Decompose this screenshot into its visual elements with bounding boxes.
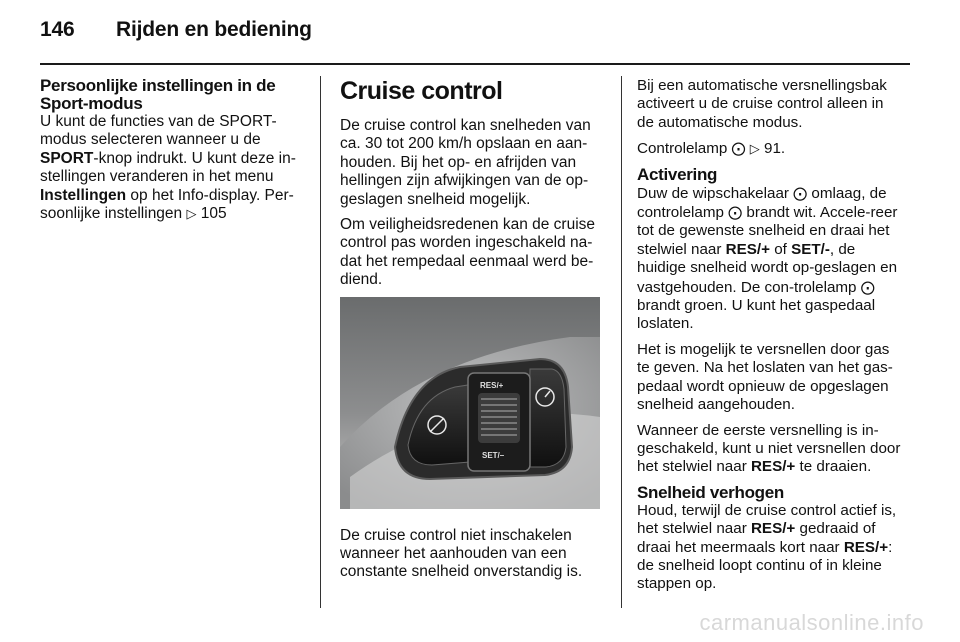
cruise-intro-paragraph: De cruise control kan snelheden van ca. 30 tot 200 km/h opslaan en aan-houden. Bij het op- en afrijden van hellingen zijn afwijkingen van de op-geslagen snelheid mogelijk. bbox=[340, 117, 591, 208]
control-lamp-text: Controlelamp bbox=[637, 140, 732, 158]
column-divider-1 bbox=[320, 76, 321, 608]
verhogen-text-1: Houd, terwijl de cruise control actief is, het stelwiel naar bbox=[637, 501, 897, 538]
sport-mode-text-3: op het Info-display. Per-soonlijke instellingen bbox=[40, 186, 294, 223]
page-reference-105[interactable]: 105 bbox=[200, 205, 227, 223]
activering-text-1: Duw de wipschakelaar bbox=[637, 184, 794, 202]
snelheid-verhogen-paragraph bbox=[637, 502, 903, 594]
activering-text-6: brandt groen. U kunt het gaspedaal loslaten. bbox=[637, 297, 876, 333]
page-number: 146 bbox=[40, 18, 75, 41]
cruise-warning-paragraph: De cruise control niet inschakelen wanneer het aanhouden van een constante snelheid onverstandig is. bbox=[340, 526, 583, 581]
sport-mode-text-1: U kunt de functies van de SPORT-modus selecteren wanneer u de bbox=[40, 113, 277, 149]
activering-heading: Activering bbox=[637, 164, 718, 184]
header-rule bbox=[40, 63, 910, 65]
activering-text-2: omlaag, de controlelamp bbox=[637, 184, 887, 222]
column-divider-2 bbox=[621, 76, 622, 608]
first-gear-text-1: Wanneer de eerste versnelling is in-geschakeld, kunt u niet versnellen door het stelwiel naar bbox=[637, 421, 901, 476]
page-reference-91[interactable]: 91. bbox=[764, 140, 786, 158]
right-column bbox=[637, 77, 903, 601]
page-header bbox=[40, 18, 312, 42]
cruise-control-lamp-icon: ⨀ bbox=[731, 140, 746, 157]
page-reference-arrow-icon: ▷ bbox=[186, 206, 197, 222]
instellingen-label: Instellingen bbox=[40, 186, 127, 204]
res-plus-bold: RES/+ bbox=[843, 538, 889, 556]
control-lamp-paragraph bbox=[637, 139, 903, 158]
sport-mode-heading bbox=[40, 77, 308, 113]
verhogen-text-2: gedraaid of draai het meermaals kort naar bbox=[637, 520, 876, 556]
activering-text-4: of bbox=[769, 240, 792, 258]
left-column bbox=[40, 77, 308, 230]
sport-mode-text-2: -knop indrukt. U kunt deze in-stellingen veranderen in het menu bbox=[40, 149, 296, 186]
snelheid-verhogen-heading: Snelheid verhogen bbox=[637, 482, 784, 502]
cruise-control-lamp-icon: ⨀ bbox=[793, 184, 808, 201]
res-plus-bold: RES/+ bbox=[725, 240, 770, 258]
res-plus-label: RES/+ bbox=[480, 380, 504, 390]
sport-key-label: SPORT bbox=[40, 149, 94, 167]
activering-text-3: brandt wit. Accele-reer tot de gewenste snelheid en draai het stelwiel naar bbox=[637, 204, 898, 258]
automatic-gearbox-paragraph: Bij een automatische versnellingsbak activeert u de cruise control alleen in de automatische modus. bbox=[637, 77, 887, 131]
res-plus-bold: RES/+ bbox=[750, 458, 796, 476]
middle-column bbox=[340, 77, 602, 589]
set-minus-bold: SET/- bbox=[791, 240, 830, 258]
cruise-control-lamp-icon: ⨀ bbox=[728, 204, 743, 221]
set-minus-label: SET/– bbox=[482, 450, 505, 460]
sport-mode-heading-line1: Persoonlijke instellingen in de bbox=[40, 76, 276, 95]
accelerate-paragraph: Het is mogelijk te versnellen door gas te geven. Na het loslaten van het gas-pedaal wordt opnieuw de opgeslagen snelheid aangehouden. bbox=[637, 340, 893, 414]
watermark: carmanualsonline.info bbox=[699, 610, 924, 635]
first-gear-paragraph bbox=[637, 422, 903, 477]
res-plus-bold: RES/+ bbox=[750, 520, 796, 538]
steering-wheel-illustration bbox=[340, 297, 600, 509]
verhogen-text-3: : de snelheid loopt continu of in kleine stappen op. bbox=[637, 538, 893, 593]
cruise-control-heading: Cruise control bbox=[340, 77, 503, 105]
page-title: Rijden en bediening bbox=[116, 18, 312, 41]
cruise-control-lamp-icon: ⨀ bbox=[860, 278, 875, 295]
page-reference-arrow-icon: ▷ bbox=[749, 141, 760, 157]
steering-wheel-controls-image bbox=[340, 297, 600, 509]
activering-paragraph bbox=[637, 184, 903, 334]
sport-mode-paragraph bbox=[40, 113, 308, 223]
cruise-safety-paragraph: Om veiligheidsredenen kan de cruise control pas worden ingeschakeld na-dat het rempedaal eenmaal werd be-diend. bbox=[340, 216, 596, 289]
sport-mode-heading-line2: Sport-modus bbox=[40, 94, 143, 113]
first-gear-text-2: te draaien. bbox=[795, 458, 872, 476]
activering-text-5: , de huidige snelheid wordt op-geslagen en vastgehouden. De con-trolelamp bbox=[637, 240, 898, 296]
